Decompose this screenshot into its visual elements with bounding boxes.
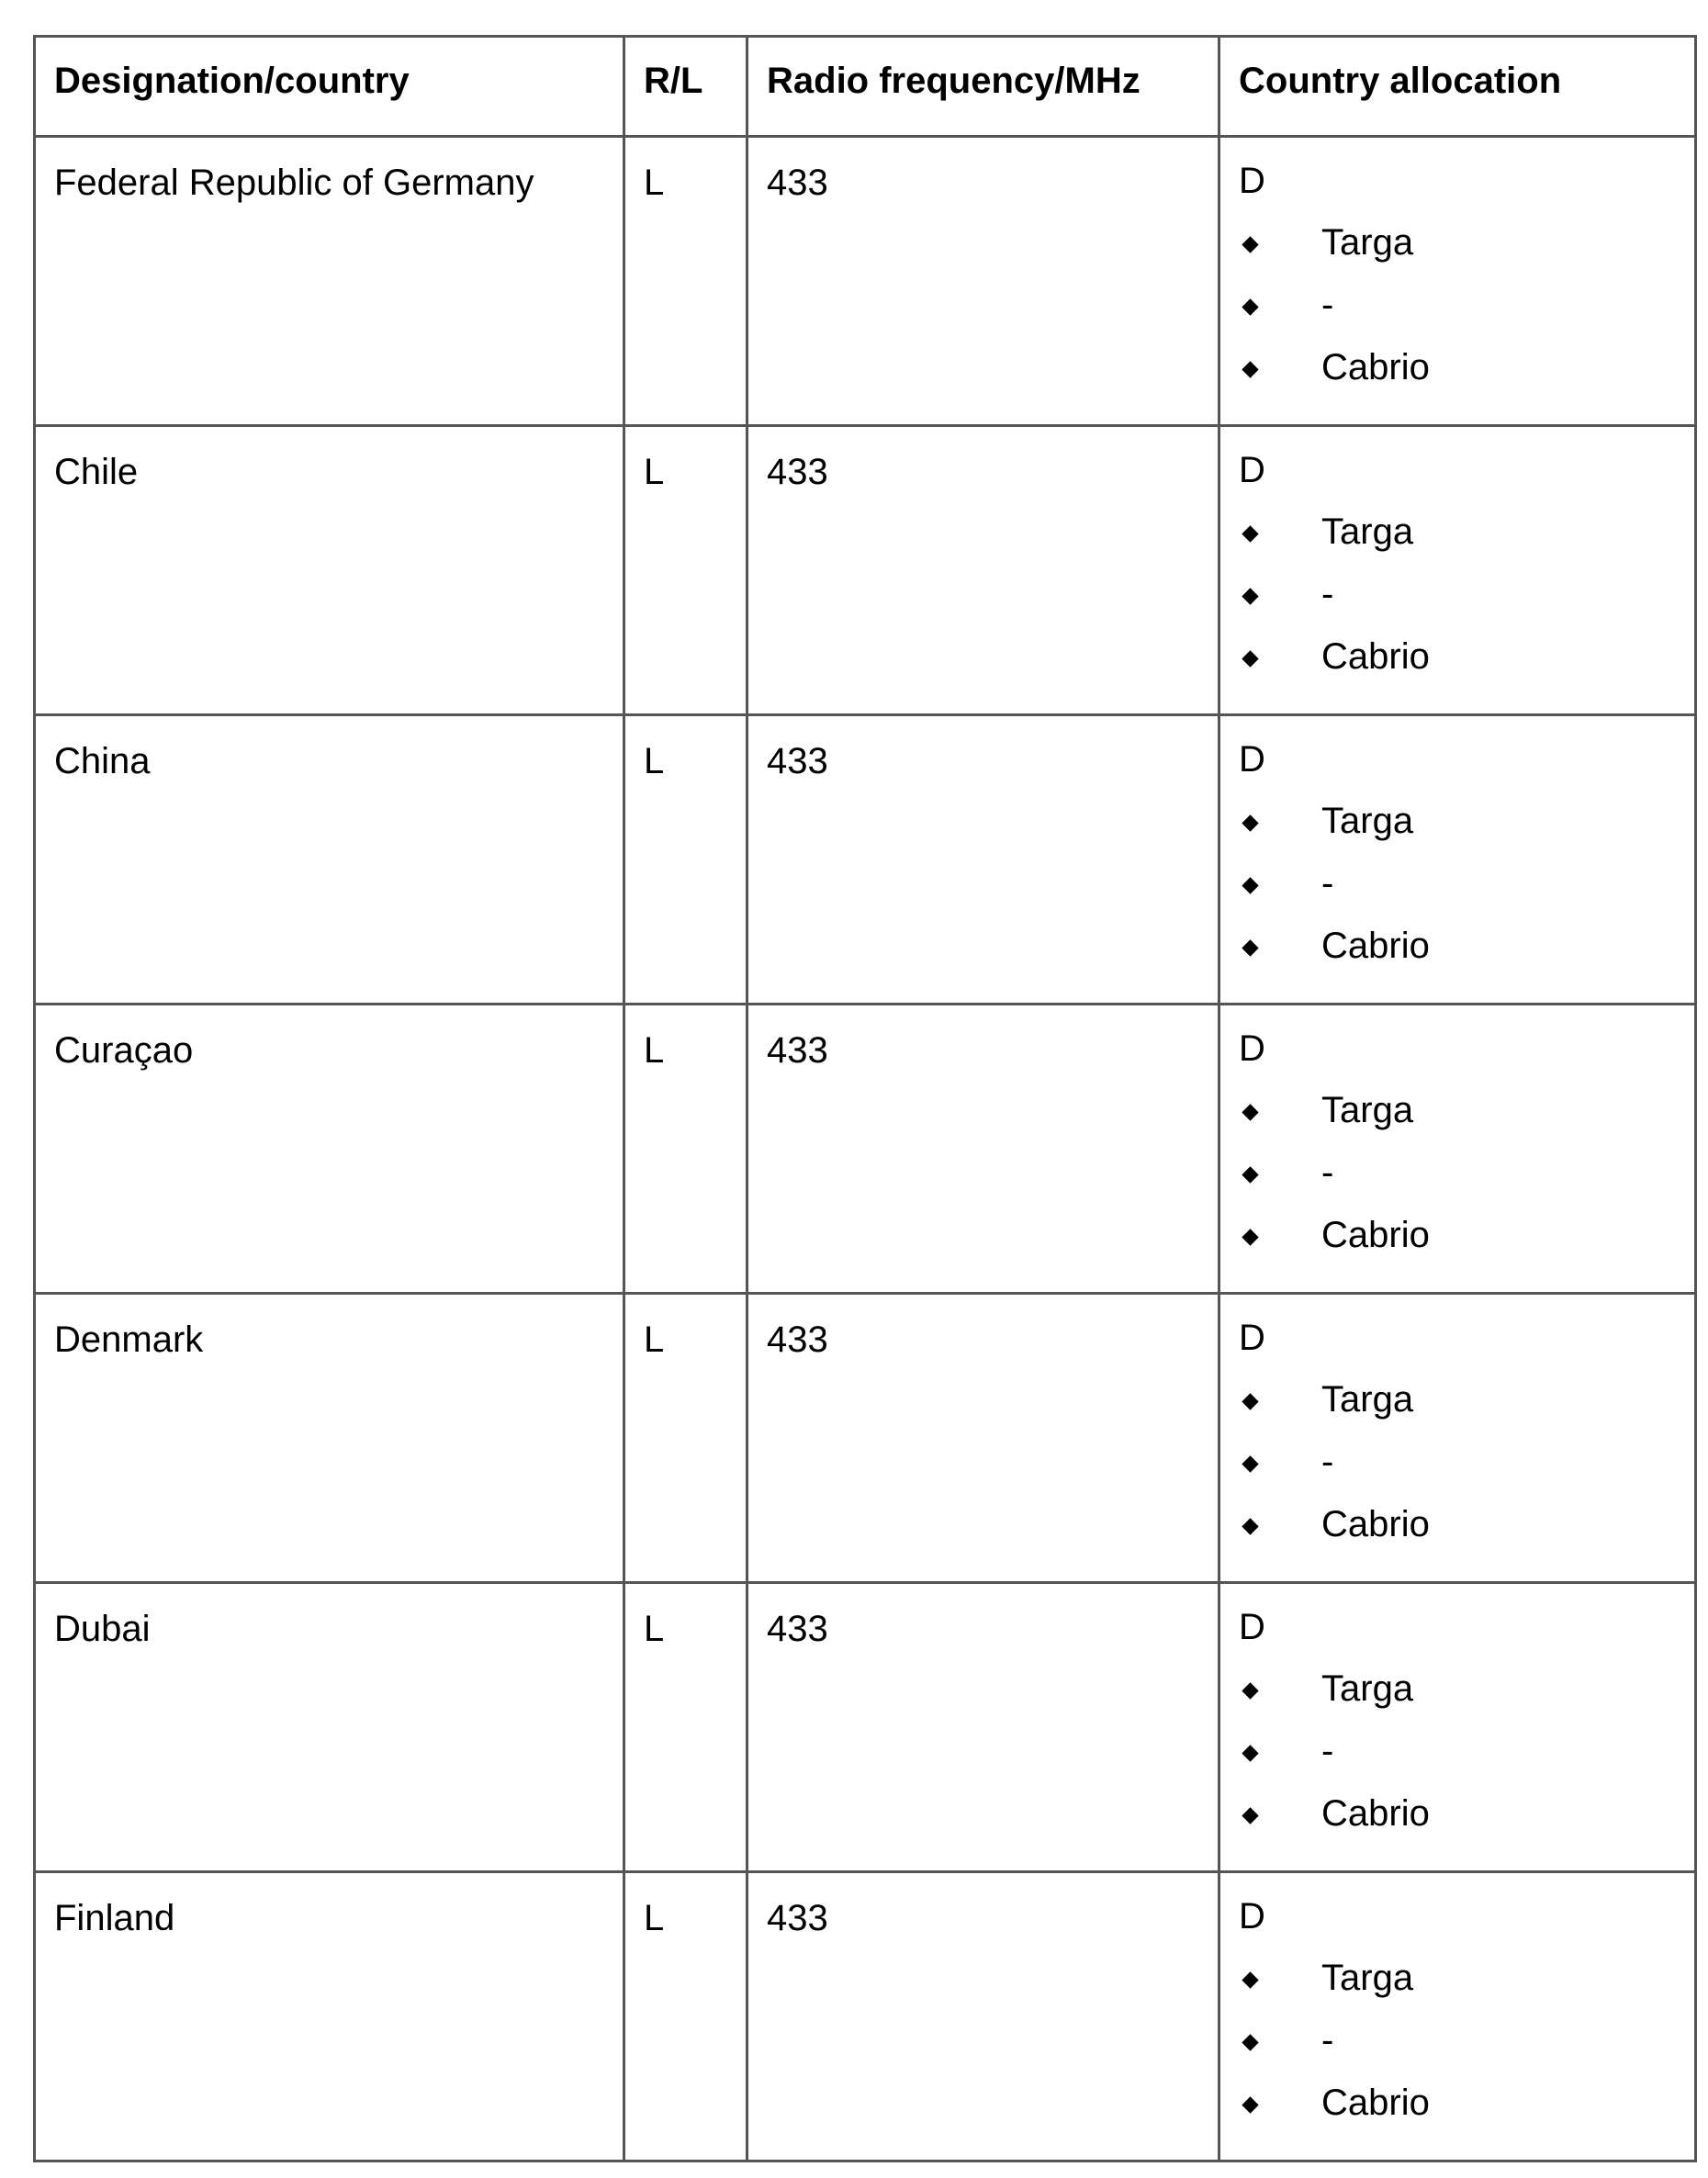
cell-allocation [1219, 1005, 1696, 1294]
cell-allocation [1219, 426, 1696, 715]
cell-allocation [1219, 715, 1696, 1005]
diamond-bullet-icon [1242, 588, 1258, 604]
allocation-list-item [1239, 554, 1676, 616]
cell-rl: L [624, 426, 747, 715]
allocation-list-item [1239, 1937, 1676, 2000]
diamond-bullet-icon [1242, 1393, 1258, 1409]
diamond-bullet-icon [1242, 1166, 1258, 1183]
allocation-list [1239, 780, 1676, 968]
table-row [35, 426, 1696, 715]
diamond-bullet-icon [1242, 1229, 1258, 1245]
allocation-list-item [1239, 2062, 1676, 2125]
allocation-item-label: Cabrio [1321, 1504, 1430, 1544]
allocation-item-label: Targa [1321, 222, 1414, 263]
diamond-bullet-icon [1242, 1682, 1258, 1699]
allocation-item-label: Cabrio [1321, 1793, 1430, 1834]
cell-designation: Dubai [35, 1583, 624, 1872]
allocation-item-label: Cabrio [1321, 347, 1430, 387]
diamond-bullet-icon [1242, 2096, 1258, 2113]
header-rl: R/L [624, 37, 747, 137]
allocation-list-item [1239, 1648, 1676, 1711]
diamond-bullet-icon [1242, 877, 1258, 893]
allocation-item-label: Cabrio [1321, 1215, 1430, 1255]
allocation-list-item [1239, 843, 1676, 905]
allocation-item-label: - [1321, 1442, 1334, 1482]
allocation-item-label: Targa [1321, 1090, 1414, 1130]
allocation-list [1239, 1359, 1676, 1546]
allocation-item-label: - [1321, 1152, 1334, 1193]
diamond-bullet-icon [1242, 939, 1258, 956]
allocation-list-item [1239, 905, 1676, 968]
country-allocation-table [33, 35, 1697, 2162]
allocation-item-label: - [1321, 285, 1334, 325]
allocation-code: D [1239, 161, 1265, 201]
cell-designation: Denmark [35, 1294, 624, 1583]
allocation-item-label: - [1321, 1731, 1334, 1771]
cell-frequency: 433 [747, 137, 1219, 426]
cell-frequency: 433 [747, 1294, 1219, 1583]
cell-frequency: 433 [747, 426, 1219, 715]
diamond-bullet-icon [1242, 650, 1258, 667]
cell-allocation [1219, 1872, 1696, 2161]
allocation-list [1239, 202, 1676, 389]
cell-rl: L [624, 715, 747, 1005]
allocation-code: D [1239, 1318, 1265, 1358]
allocation-code: D [1239, 450, 1265, 490]
allocation-item-label: Cabrio [1321, 926, 1430, 966]
diamond-bullet-icon [1242, 1455, 1258, 1472]
table-row [35, 1005, 1696, 1294]
allocation-list [1239, 1070, 1676, 1257]
allocation-list-item [1239, 1711, 1676, 1773]
allocation-item-label: - [1321, 2020, 1334, 2060]
allocation-list-item [1239, 264, 1676, 327]
allocation-list-item [1239, 491, 1676, 554]
cell-frequency: 433 [747, 715, 1219, 1005]
allocation-code: D [1239, 1028, 1265, 1069]
cell-rl: L [624, 1294, 747, 1583]
diamond-bullet-icon [1242, 1745, 1258, 1761]
diamond-bullet-icon [1242, 1971, 1258, 1988]
diamond-bullet-icon [1242, 1104, 1258, 1120]
cell-allocation [1219, 1294, 1696, 1583]
allocation-code: D [1239, 739, 1265, 780]
allocation-list [1239, 1648, 1676, 1836]
diamond-bullet-icon [1242, 814, 1258, 831]
diamond-bullet-icon [1242, 1807, 1258, 1824]
header-frequency: Radio frequency/MHz [747, 37, 1219, 137]
allocation-list-item [1239, 616, 1676, 679]
allocation-list-item [1239, 1773, 1676, 1836]
allocation-item-label: Targa [1321, 801, 1414, 841]
allocation-item-label: Targa [1321, 511, 1414, 552]
allocation-list-item [1239, 1484, 1676, 1546]
allocation-list [1239, 1937, 1676, 2125]
allocation-item-label: - [1321, 574, 1334, 614]
diamond-bullet-icon [1242, 525, 1258, 542]
diamond-bullet-icon [1242, 2034, 1258, 2050]
table-row [35, 137, 1696, 426]
allocation-item-label: Targa [1321, 1668, 1414, 1709]
diamond-bullet-icon [1242, 298, 1258, 315]
table-header-row [35, 37, 1696, 137]
allocation-item-label: Targa [1321, 1958, 1414, 1998]
allocation-item-label: Cabrio [1321, 2083, 1430, 2123]
table-body [35, 137, 1696, 2161]
cell-designation: Federal Republic of Germany [35, 137, 624, 426]
diamond-bullet-icon [1242, 361, 1258, 377]
allocation-list-item [1239, 780, 1676, 843]
allocation-list-item [1239, 1195, 1676, 1257]
allocation-list-item [1239, 1359, 1676, 1421]
diamond-bullet-icon [1242, 236, 1258, 253]
cell-rl: L [624, 1005, 747, 1294]
header-allocation: Country allocation [1219, 37, 1696, 137]
table-row [35, 715, 1696, 1005]
cell-rl: L [624, 137, 747, 426]
allocation-list-item [1239, 1421, 1676, 1484]
cell-rl: L [624, 1583, 747, 1872]
table-row [35, 1872, 1696, 2161]
allocation-code: D [1239, 1607, 1265, 1647]
allocation-item-label: Cabrio [1321, 636, 1430, 677]
cell-frequency: 433 [747, 1583, 1219, 1872]
header-designation: Designation/country [35, 37, 624, 137]
allocation-list-item [1239, 1070, 1676, 1132]
allocation-code: D [1239, 1896, 1265, 1937]
cell-allocation [1219, 1583, 1696, 1872]
allocation-list-item [1239, 2000, 1676, 2062]
cell-designation: Chile [35, 426, 624, 715]
allocation-list-item [1239, 1132, 1676, 1195]
allocation-list [1239, 491, 1676, 679]
allocation-item-label: Targa [1321, 1379, 1414, 1420]
table-row [35, 1294, 1696, 1583]
table-row [35, 1583, 1696, 1872]
allocation-list-item [1239, 327, 1676, 389]
cell-designation: Finland [35, 1872, 624, 2161]
cell-frequency: 433 [747, 1005, 1219, 1294]
allocation-list-item [1239, 202, 1676, 264]
cell-allocation [1219, 137, 1696, 426]
cell-rl: L [624, 1872, 747, 2161]
cell-designation: China [35, 715, 624, 1005]
allocation-item-label: - [1321, 863, 1334, 904]
diamond-bullet-icon [1242, 1518, 1258, 1534]
cell-frequency: 433 [747, 1872, 1219, 2161]
cell-designation: Curaçao [35, 1005, 624, 1294]
